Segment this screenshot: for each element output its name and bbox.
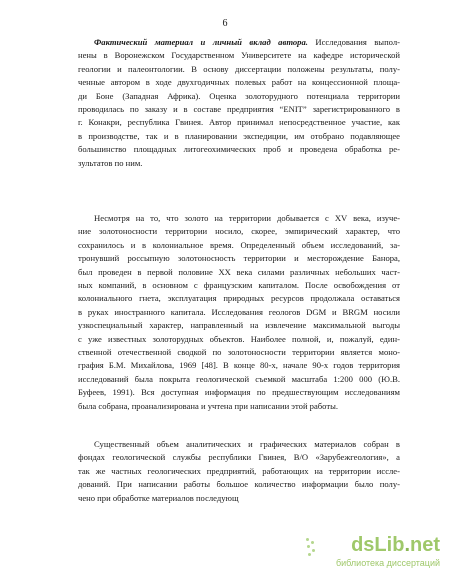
dslib-watermark	[300, 534, 440, 574]
paragraph-lead-heading: Фактический материал и личный вклад автора.	[94, 37, 308, 47]
paragraph-line: в производстве, так и в планировании экспедиции, им отобрано подавляющее	[78, 130, 400, 141]
paragraph-line: геологии и палеонтологии. В основу диссертации положены результаты, полу-	[78, 63, 400, 74]
paragraph-line: ственной отечественной сводкой по золотоносности территории является моно-	[78, 347, 400, 358]
paragraph-line: зультатов по ним.	[78, 157, 143, 168]
paragraph-history	[78, 212, 400, 413]
paragraph-line: ди Боне (Западная Африка). Оценка золоторудного потенциала территории	[78, 90, 400, 101]
paragraph-line: фондах геологической службы республики Гвинея, В/О «Зарубежгеология», а	[78, 452, 400, 463]
paragraph-line: дований. При написании работы большое количество информации было полу-	[78, 479, 400, 490]
paragraph-line: проводилась по заказу и в составе предприятия “ENIT” зарегистрированного в	[78, 104, 400, 115]
paragraph-line: был проведен в первой половине XX века силами различных небольших част-	[78, 266, 400, 277]
watermark-dots-icon	[306, 538, 318, 558]
paragraph-line: сохранилось и в колониальное время. Определенный объем исследований, за-	[78, 239, 400, 250]
paragraph-line: с уже известных золоторудных объектов. Наиболее полной, и, пожалуй, един-	[78, 333, 400, 344]
paragraph-line: Фактический материал и личный вклад автора. Исследования выпол-	[94, 37, 401, 47]
page-number: 6	[222, 18, 228, 29]
paragraph-line: ченные автором в ходе двухгодичных полевых работ на концессионной площа-	[78, 77, 400, 88]
paragraph-line: Буфеев, 1991). Вся доступная информация по предшествующим исследованиям	[78, 387, 400, 398]
paragraph-line: графия Б.М. Михайлова, 1969 [48]. В конце 80-х, начале 90-х годов территория	[78, 360, 400, 371]
paragraph-line: г. Конакри, республика Гвинея. Автор принимал непосредственное участие, как	[78, 117, 400, 128]
paragraph-materials	[78, 438, 400, 505]
paragraph-line: была собрана, проанализирована и учтена при написании этой работы.	[78, 400, 339, 411]
paragraph-line: Существенный объем аналитических и графических материалов собран в	[94, 439, 400, 449]
paragraph-line: нены в Воронежском Государственном Университете на кафедре исторической	[78, 50, 400, 61]
paragraph-line: ных компаний, в основном с французским капиталом. После освобождения от	[78, 280, 400, 291]
paragraph-line: узкоспециальный характер, направленный на извлечение максимальной выгоды	[78, 320, 400, 331]
paragraph-line: Несмотря на то, что золото на территории добывается с XV века, изуче-	[94, 213, 400, 223]
paragraph-line: колониального гнета, эксплуатация природных ресурсов продолжала оставаться	[78, 293, 400, 304]
paragraph-line: в руках иностранного капитала. Исследования геологов DGM и BRGM носили	[78, 306, 400, 317]
paragraph-line: так же частных геологических предприятий, работающих на территории иссле-	[78, 465, 400, 476]
paragraph-contribution	[78, 36, 400, 170]
paragraph-line: большинство площадных литогеохимических проб и проведена обработка ре-	[78, 144, 400, 155]
watermark-subtitle: библиотека диссертаций	[335, 558, 440, 568]
paragraph-line: тронувший россыпную золотоносность территории и месторождение Банора,	[78, 253, 400, 264]
watermark-logo: dsLib.net	[351, 534, 440, 556]
paragraph-line: исследований была покрыта геологической съемкой масштаба 1:200 000 (Ю.В.	[78, 373, 400, 384]
paragraph-line: чено при обработке материалов последующ	[78, 492, 239, 503]
paragraph-line: ние золотоносности территории носило, скорее, эмпирический характер, что	[78, 226, 400, 237]
